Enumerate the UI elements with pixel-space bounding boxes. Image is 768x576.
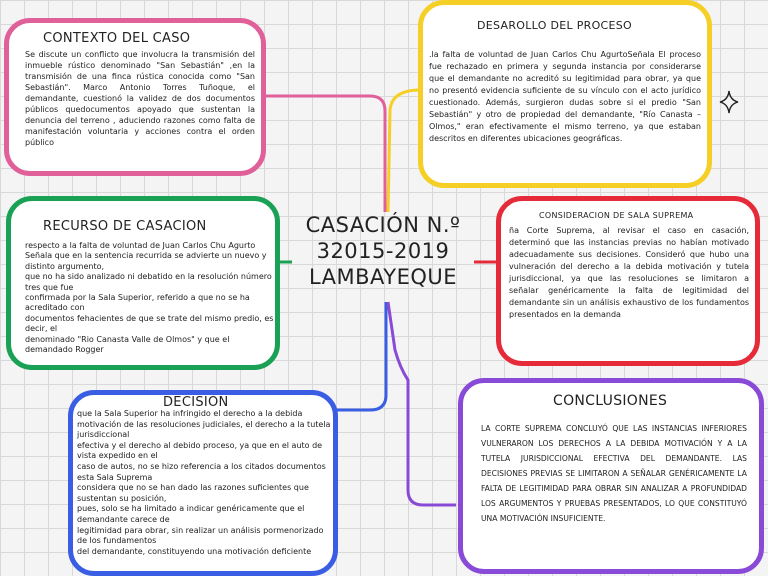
recurso-body xyxy=(25,241,275,355)
decision-line: pues, solo se ha limitado a indicar genéricamente que el demandante carece de xyxy=(77,504,305,524)
card-contexto xyxy=(4,18,266,176)
decision-line: efectiva y el derecho al debido proceso, ya que en el auto de vista expedido en el xyxy=(77,440,323,461)
connector-desarollo xyxy=(388,90,420,212)
card-decision xyxy=(68,390,338,576)
recurso-line: documentos fehacientes de que se trate del mismo predio, es decir, el xyxy=(25,313,274,334)
central-topic-line1: CASACIÓN N.º xyxy=(305,213,461,237)
desarollo-title: DESAROLLO DEL PROCESO xyxy=(477,19,633,32)
central-topic-line2: 32015-2019 xyxy=(316,239,450,263)
card-recurso xyxy=(6,196,280,370)
decision-line: legitimidad para obrar, sin realizar un análisis pormenorizado de los fundamentos xyxy=(77,525,324,546)
consideracion-text: ña Corte Suprema, al revisar el caso en casación, determinó que las instancias previas no habían motivado adecuadamente sus decisiones. Consideró que hubo una vulneración del derecho a la debida motivación y tutela jurisdiccional, ya que las resoluciones se limitaron a señalar genéricamente la falta de legitimidad del demandante sin un análisis exhaustivo de los fundamentos presentados en la demanda xyxy=(509,226,749,319)
decision-line: considera que no se han dado las razones suficientes que sustentan su posición, xyxy=(77,483,309,503)
card-desarollo xyxy=(418,0,712,188)
conclusiones-body xyxy=(481,421,747,526)
conclusiones-text: LA CORTE SUPREMA CONCLUYÓ QUE LAS INSTANCIAS INFERIORES VULNERARON LOS DERECHOS A LA DEBIDA MOTIVACIÓN Y A LA TUTELA JURISDICCIONAL EFECTIVA DEL DEMANDANTE. LAS DECISIONES PREVIAS SE LIMITARON A SEÑALAR GENÉRICAMENTE LA FALTA DE LEGITIMIDAD PARA OBRAR SIN ANALIZAR A PROFUNDIDAD LOS ARGUMENTOS Y PRUEBAS PRESENTADOS, LO QUE CONSTITUYÓ UNA MOTIVACIÓN INSUFICIENTE. xyxy=(481,424,747,523)
recurso-title: RECURSO DE CASACION xyxy=(43,219,207,234)
recurso-line: que no ha sido analizado ni debatido en la resolución número tres que fue xyxy=(25,272,272,292)
contexto-body xyxy=(25,49,255,148)
recurso-line: denominado "Rio Canasta Valle de Olmos" y que el demandado Rogger xyxy=(25,334,230,355)
central-topic xyxy=(292,212,474,290)
consideracion-title: CONSIDERACION DE SALA SUPREMA xyxy=(539,211,694,220)
connector-conclusiones xyxy=(388,302,456,505)
conclusiones-title: CONCLUSIONES xyxy=(553,393,668,409)
desarollo-text: .la falta de voluntad de Juan Carlos Chu AgurtoSeñala El proceso fue rechazado en primera y segunda instancia por considerarse que el demandante no acreditó su legitimidad para obrar, ya que no presentó evidencia suficiente de su vínculo con el acto jurídico cuestionado. Además, surgieron dudas sobre si el predio "San Sebastián" y otro de propiedad del demandante, "Río Canasta – Olmos," eran efectivamente el mismo terreno, ya que estaban descritos en diferentes ubicaciones geográficas. xyxy=(429,50,701,143)
card-conclusiones xyxy=(458,378,764,574)
recurso-line: confirmada por la Sala Superior, referido a que no se ha acreditado con xyxy=(25,293,250,313)
decision-body xyxy=(77,409,333,557)
recurso-line: Señala que en la sentencia recurrida se advierte un nuevo y distinto argumento, xyxy=(25,251,267,271)
consideracion-body xyxy=(509,225,749,321)
sparkle-icon xyxy=(719,90,739,114)
decision-line: motivación de las resoluciones judiciales, el derecho a la tutela jurisdiccional xyxy=(77,419,331,440)
desarollo-body xyxy=(429,49,701,145)
card-consideracion xyxy=(496,196,760,366)
connector-contexto xyxy=(262,96,385,212)
contexto-title: CONTEXTO DEL CASO xyxy=(43,31,191,46)
decision-title: DECISION xyxy=(163,395,229,410)
contexto-text: Se discute un conflicto que involucra la transmisión del inmueble rústico denominado "San Sebastián" ,en la transmisión de una finca rústica conocida como "San Sebastián". Marco Antonio Torres Tuñoque, el demandante, cuestionó la validez de dos documentos públicos quedocumentos apoyado que sustentan la denuncia del terreno , aduciendo razones como falta de manifestación voluntaria y acciones contra el orden público xyxy=(25,50,255,147)
decision-line: del demandante, constituyendo una motivación deficiente xyxy=(77,546,312,556)
decision-line: caso de autos, no se hizo referencia a los citados documentos esta Sala Suprema xyxy=(77,461,326,482)
central-topic-line3: LAMBAYEQUE xyxy=(308,265,458,289)
decision-line: que la Sala Superior ha infringido el derecho a la debida xyxy=(77,409,303,418)
recurso-line: respecto a la falta de voluntad de Juan Carlos Chu Agurto xyxy=(25,241,256,250)
